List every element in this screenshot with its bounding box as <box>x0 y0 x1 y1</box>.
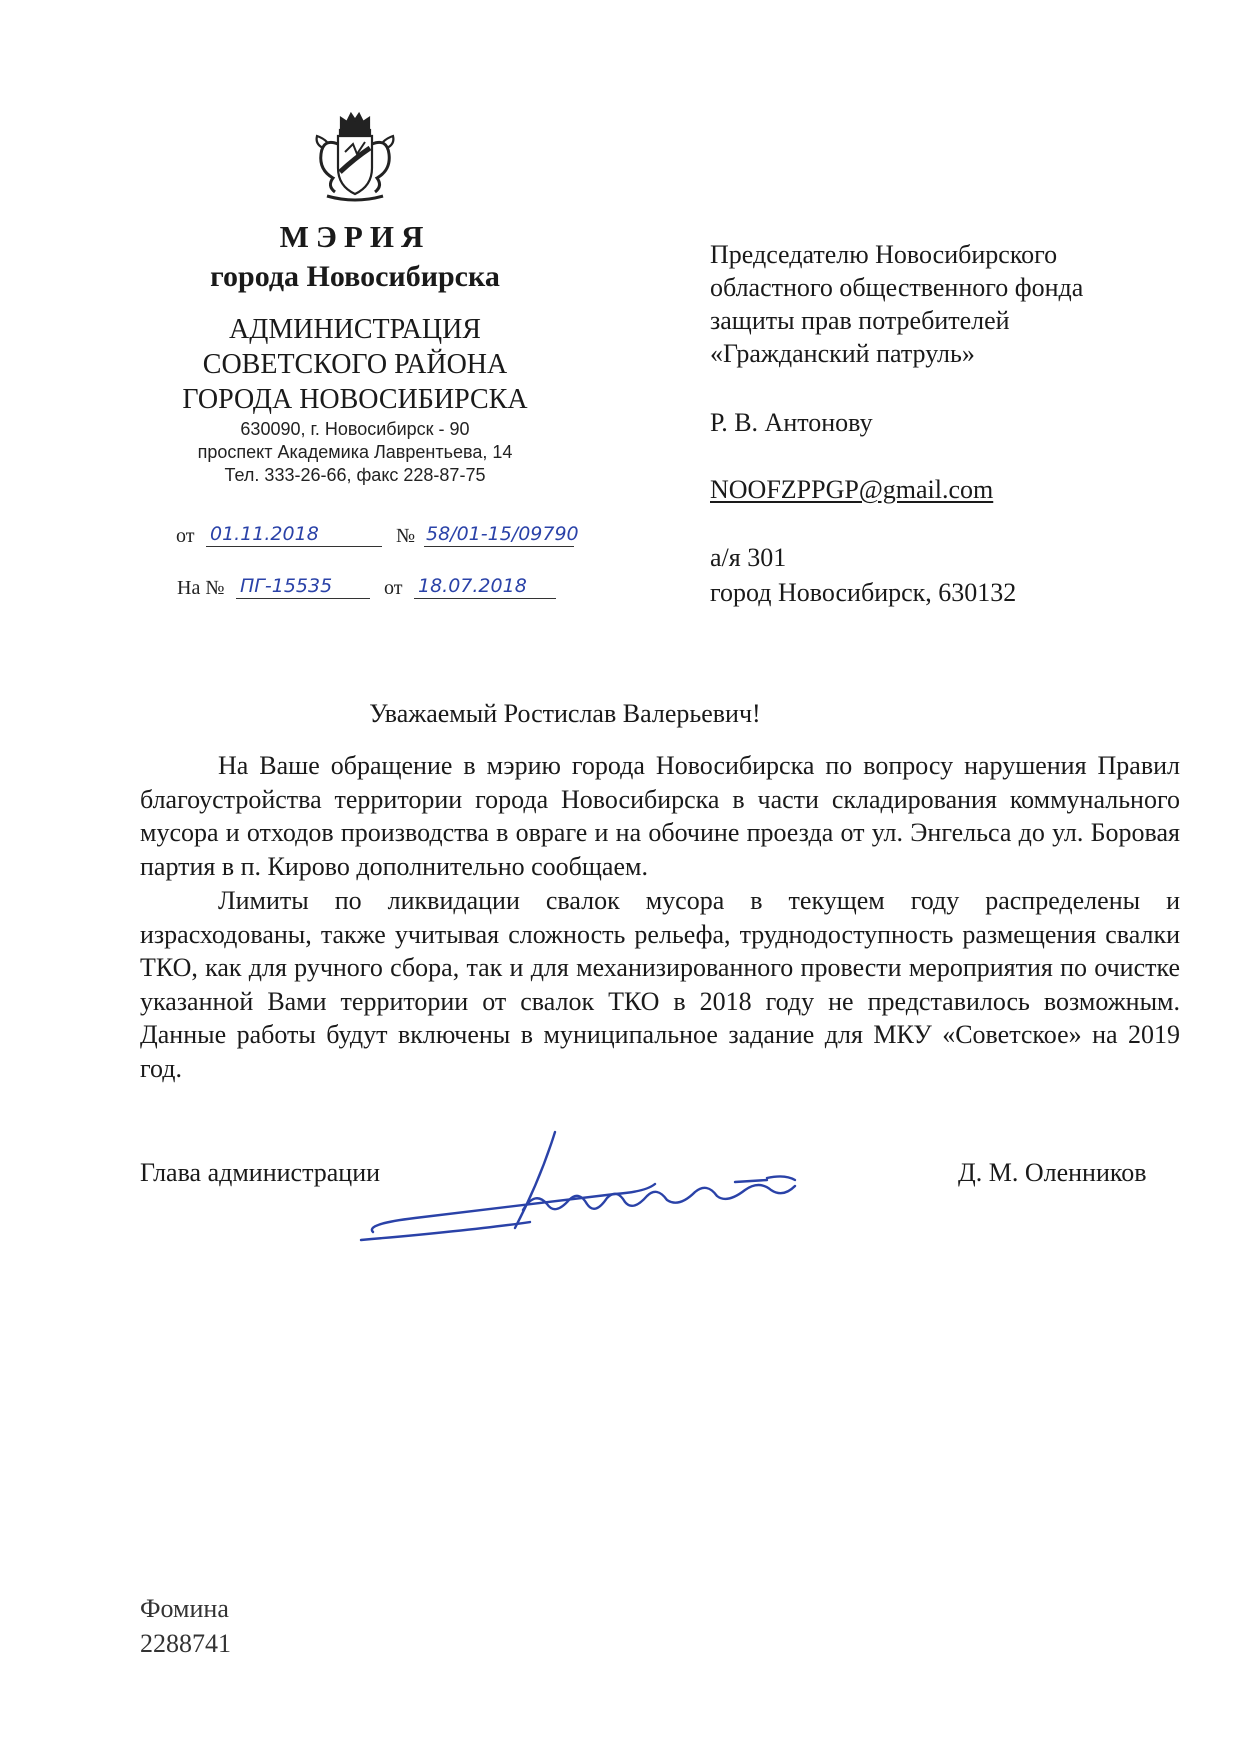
recipient-line3: защиты прав потребителей <box>710 306 1010 335</box>
coat-of-arms-icon <box>305 108 405 208</box>
from-date-line <box>206 522 382 547</box>
number-line <box>424 522 579 547</box>
address-phone: Тел. 333-26-66, факс 228-87-75 <box>224 465 486 485</box>
reply-date: 18.07.2018 <box>418 575 527 597</box>
reply-label: На № <box>177 577 225 599</box>
handwritten-signature-icon <box>355 1120 895 1250</box>
reply-date-line <box>414 574 556 599</box>
recipient-line2: областного общественного фонда <box>710 273 1084 302</box>
reply-number: ПГ-15535 <box>240 575 333 597</box>
recipient-name: Р. В. Антонову <box>710 408 873 437</box>
admin-title-line1: АДМИНИСТРАЦИЯ <box>229 314 481 345</box>
admin-title-line3: ГОРОДА НОВОСИБИРСКА <box>182 384 528 415</box>
recipient-po-box: а/я 301 <box>710 543 787 572</box>
address-street: проспект Академика Лаврентьева, 14 <box>197 442 513 462</box>
body-paragraph-1: На Ваше обращение в мэрию города Новосибирска по вопросу нарушения Правил благоустройства территории города Новосибирска в части складирования коммунального мусора и отходов производства в овраге и на обочине проезда от ул. Энгельса до ул. Боровая партия в п. Кирово дополнительно сообщаем. <box>140 751 1180 881</box>
number-label: № <box>396 525 416 547</box>
reply-from-label: от <box>384 577 403 599</box>
admin-title-line2: СОВЕТСКОГО РАЙОНА <box>202 349 508 380</box>
outgoing-number: 58/01-15/09790 <box>426 523 579 545</box>
body-paragraph-2: Лимиты по ликвидации свалок мусора в текущем году распределены и израсходованы, также учитывая сложность рельефа, труднодоступность размещения свалки ТКО, как для ручного сбора, так и для механизированного провести мероприятия по очистке указанной Вами территории от свалок ТКО в 2018 году не представилось возможным. Данные работы будут включены в муниципальное задание для МКУ «Советское» на 2019 год. <box>140 886 1180 1083</box>
reply-number-line <box>236 574 370 599</box>
recipient-line4: «Гражданский патруль» <box>710 339 975 368</box>
signatory-name: Д. М. Оленников <box>958 1158 1147 1187</box>
from-date: 01.11.2018 <box>210 523 319 545</box>
address-postal: 630090, г. Новосибирск - 90 <box>240 419 470 439</box>
salutation: Уважаемый Ростислав Валерьевич! <box>369 699 761 728</box>
recipient-email-link[interactable]: NOOFZPPGP@gmail.com <box>710 475 994 504</box>
mayoralty-city: города Новосибирска <box>210 260 500 293</box>
executor-phone: 2288741 <box>140 1629 231 1658</box>
mayoralty-title: МЭРИЯ <box>279 219 431 254</box>
from-label: от <box>176 525 195 547</box>
recipient-line1: Председателю Новосибирского <box>710 240 1058 269</box>
executor-name: Фомина <box>140 1594 229 1623</box>
signatory-position: Глава администрации <box>140 1158 381 1187</box>
recipient-city: город Новосибирск, 630132 <box>710 578 1017 607</box>
